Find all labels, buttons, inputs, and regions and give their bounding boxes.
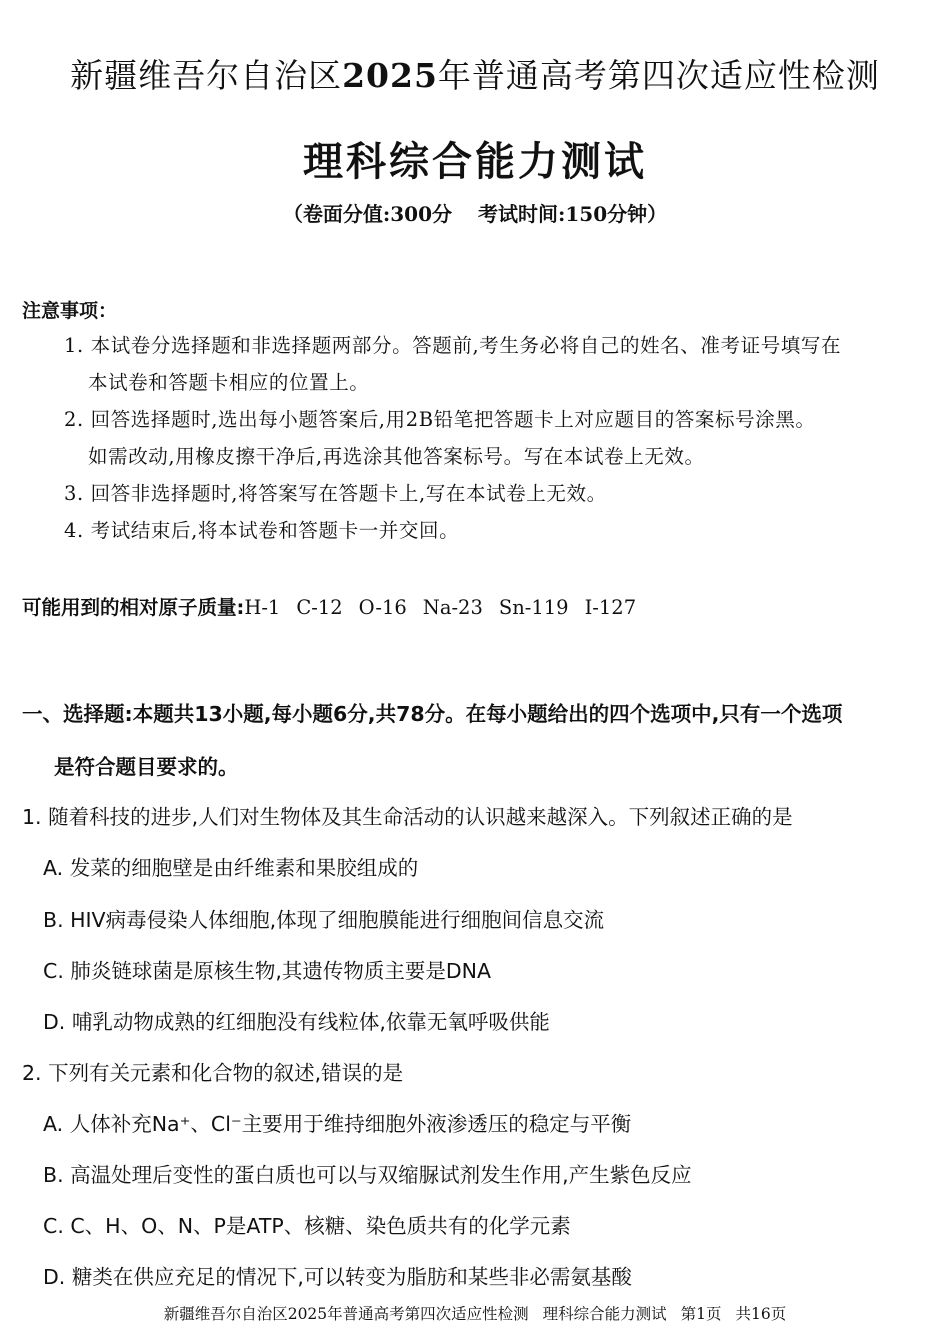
exam-title-year: 2025 — [342, 56, 438, 95]
atomic-mass-item: Sn-119 — [498, 596, 569, 619]
footer-page: 第1页 — [680, 1305, 722, 1323]
notice-heading: 注意事项： — [22, 300, 118, 322]
notice-line: 3. 回答非选择题时,将答案写在答题卡上,写在本试卷上无效。 — [64, 482, 607, 505]
option: B. HIV病毒侵染人体细胞,体现了细胞膜能进行细胞间信息交流 — [43, 908, 605, 932]
notice-line: 2. 回答选择题时,选出每小题答案后,用2B铅笔把答题卡上对应题目的答案标号涂黑。 — [64, 408, 816, 431]
option: D. 哺乳动物成熟的红细胞没有线粒体,依靠无氧呼吸供能 — [43, 1010, 550, 1034]
exam-title-pre: 新疆维吾尔自治区 — [70, 56, 343, 95]
notice-line: 如需改动,用橡皮擦干净后,再选涂其他答案标号。写在本试卷上无效。 — [88, 445, 705, 468]
atomic-mass-item: C-12 — [296, 596, 343, 619]
atomic-mass-item: I-127 — [584, 596, 637, 619]
section-heading-cont: 是符合题目要求的。 — [54, 755, 239, 779]
atomic-mass-item: H-1 — [244, 596, 281, 619]
atomic-masses — [22, 592, 636, 620]
option: B. 高温处理后变性的蛋白质也可以与双缩脲试剂发生作用,产生紫色反应 — [43, 1163, 692, 1187]
atomic-mass-item: Na-23 — [422, 596, 483, 619]
option: C. C、H、O、N、P是ATP、核糖、染色质共有的化学元素 — [43, 1214, 571, 1238]
footer-exam: 新疆维吾尔自治区2025年普通高考第四次适应性检测 — [163, 1305, 529, 1323]
exam-title — [0, 50, 950, 97]
question-stem: 1. 随着科技的进步,人们对生物体及其生命活动的认识越来越深入。下列叙述正确的是 — [22, 805, 793, 829]
time-info: 考试时间:150分钟） — [478, 202, 668, 226]
question-stem: 2. 下列有关元素和化合物的叙述,错误的是 — [22, 1061, 404, 1085]
option: C. 肺炎链球菌是原核生物,其遗传物质主要是DNA — [43, 959, 492, 983]
notice-line: 1. 本试卷分选择题和非选择题两部分。答题前,考生务必将自己的姓名、准考证号填写在 — [64, 334, 842, 357]
notice-line: 4. 考试结束后,将本试卷和答题卡一并交回。 — [64, 519, 460, 542]
footer-subject: 理科综合能力测试 — [542, 1305, 667, 1323]
page-footer — [0, 1302, 950, 1324]
atomic-masses-label: 可能用到的相对原子质量: — [22, 596, 245, 619]
atomic-mass-item: O-16 — [358, 596, 407, 619]
exam-title-post: 年普通高考第四次适应性检测 — [437, 56, 880, 95]
section-heading: 一、选择题:本题共13小题,每小题6分,共78分。在每小题给出的四个选项中,只有一个选项 — [22, 702, 843, 726]
option: A. 人体补充Na⁺、Cl⁻主要用于维持细胞外液渗透压的稳定与平衡 — [43, 1112, 632, 1136]
option: D. 糖类在供应充足的情况下,可以转变为脂肪和某些非必需氨基酸 — [43, 1265, 632, 1289]
subject-title: 理科综合能力测试 — [303, 139, 647, 185]
score-info: （卷面分值:300分 — [282, 202, 452, 226]
notice-line: 本试卷和答题卡相应的位置上。 — [88, 371, 370, 394]
footer-total: 共16页 — [735, 1305, 787, 1323]
exam-meta — [0, 198, 950, 227]
option: A. 发菜的细胞壁是由纤维素和果胶组成的 — [43, 856, 419, 880]
